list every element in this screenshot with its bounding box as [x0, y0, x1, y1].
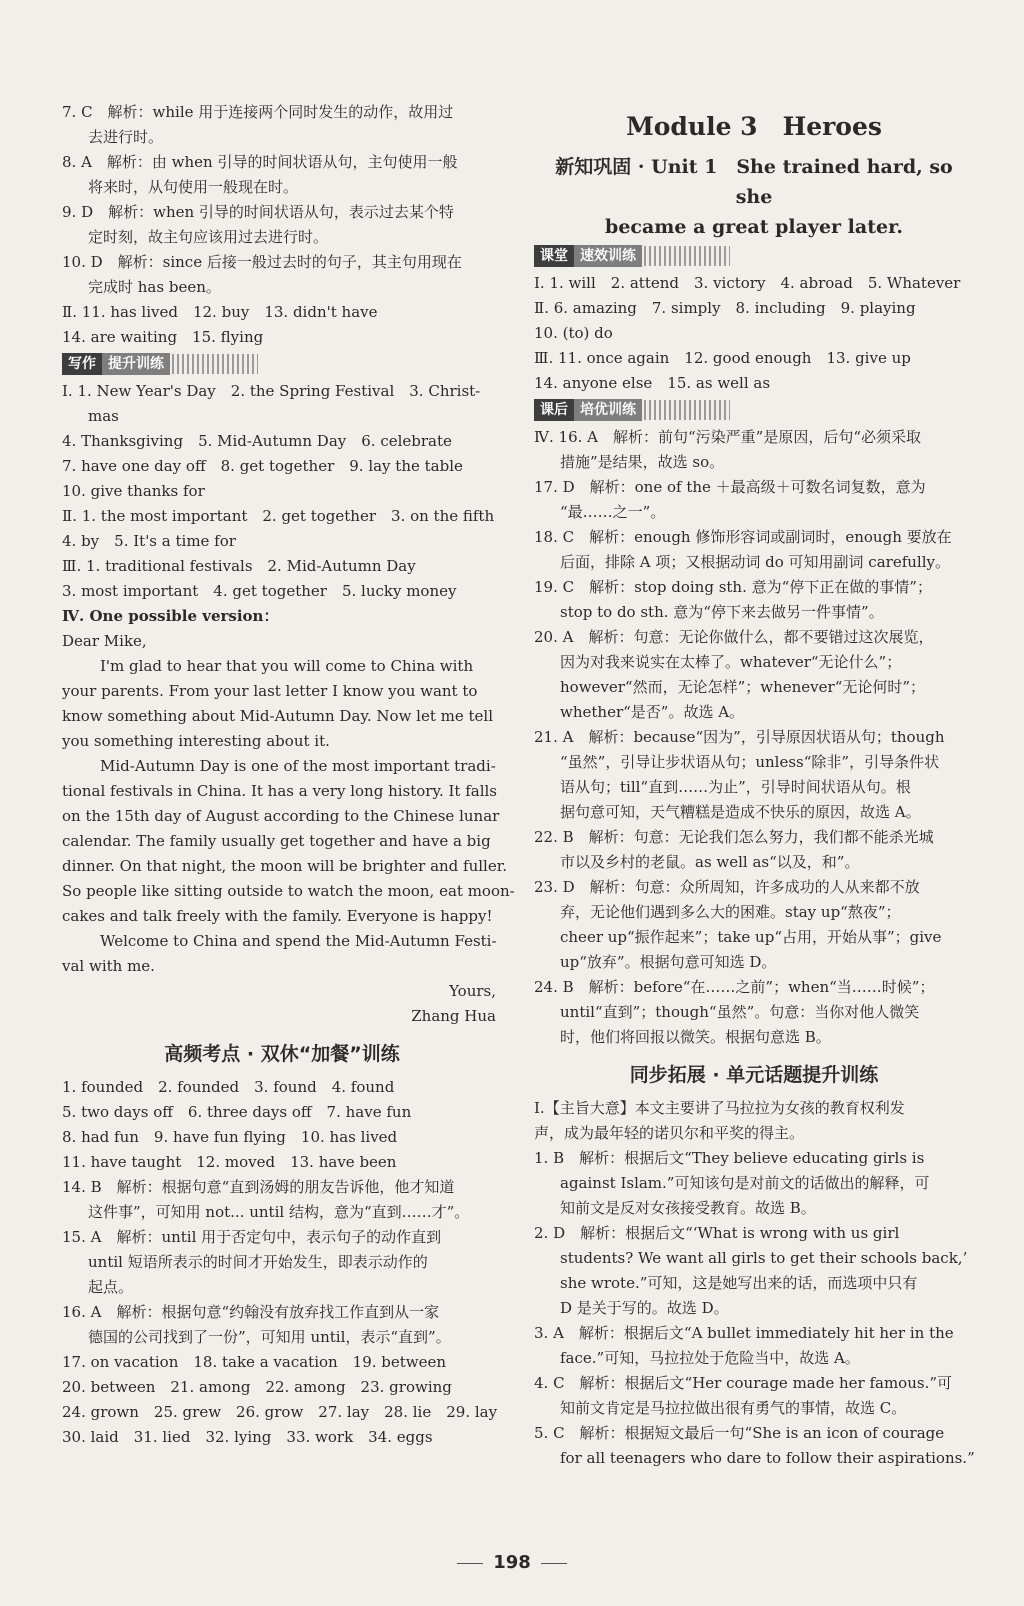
text-line: 24. grown 25. grew 26. grow 27. lay 28. lie 29. lay: [62, 1403, 498, 1421]
answers-block-weekend: [62, 1075, 502, 1450]
text-line: Ⅲ. 11. once again 12. good enough 13. give up: [534, 349, 911, 367]
banner-sublabel: 培优训练: [574, 399, 642, 421]
section-title-topic: 同步拓展 · 单元话题提升训练: [629, 1064, 879, 1086]
text-line: Welcome to China and spend the Mid-Autumn Festi-: [100, 932, 497, 950]
unit-title-line-2: became a great player later.: [605, 216, 903, 238]
text-line: 14. are waiting 15. flying: [62, 328, 264, 346]
text-line: Ⅲ. 1. traditional festivals 2. Mid-Autumn Day: [62, 557, 416, 575]
text-line: 2. D 解析：根据后文“‘What is wrong with us girl: [534, 1224, 900, 1242]
page-number: 198: [493, 1552, 531, 1573]
unit-title-line-1: 新知巩固 · Unit 1 She trained hard, so she: [555, 156, 953, 208]
text-line: 市以及乡村的老鼠。as well as“以及，和”。: [560, 853, 860, 871]
footer-dash-right: [541, 1563, 567, 1564]
text-line: Ⅰ. 1. New Year's Day 2. the Spring Festival 3. Christ-: [62, 382, 481, 400]
text-line: 这件事”，可知用 not... until 结构，意为“直到……才”。: [88, 1203, 470, 1221]
text-line: 10. D 解析：since 后接一般过去时的句子，其主句用现在: [62, 253, 462, 271]
text-line: 后面，排除 A 项；又根据动词 do 可知用副词 carefully。: [560, 553, 950, 571]
text-line: 21. A 解析：because“因为”，引导原因状语从句；though: [534, 728, 945, 746]
text-line: know something about Mid-Autumn Day. Now let me tell: [62, 707, 494, 725]
right-column: [534, 100, 974, 1471]
text-line: cakes and talk freely with the family. Everyone is happy!: [62, 907, 493, 925]
text-line: 20. A 解析：句意：无论你做什么，都不要错过这次展览，: [534, 628, 934, 646]
text-line: 措施”是结果，故选 so。: [560, 453, 725, 471]
text-line: 30. laid 31. lied 32. lying 33. work 34. eggs: [62, 1428, 433, 1446]
text-line: 18. C 解析：enough 修饰形容词或副词时，enough 要放在: [534, 528, 952, 546]
answers-block-grammar: [62, 100, 502, 350]
text-line: Ⅱ. 11. has lived 12. buy 13. didn't have: [62, 303, 378, 321]
answers-block-writing: [62, 379, 502, 604]
text-line: 1. founded 2. founded 3. found 4. found: [62, 1078, 395, 1096]
text-line: 完成时 has been。: [88, 278, 221, 296]
text-line: So people like sitting outside to watch the moon, eat moon-: [62, 882, 515, 900]
text-line: 语从句；till“直到……为止”，引导时间状语从句。根: [560, 778, 911, 796]
left-column: [62, 100, 515, 1450]
text-line: until 短语所表示的时间才开始发生，即表示动作的: [88, 1253, 428, 1271]
section-banner-classroom: [534, 244, 974, 268]
text-line: 11. have taught 12. moved 13. have been: [62, 1153, 397, 1171]
text-line: Ⅱ. 6. amazing 7. simply 8. including 9. playing: [534, 299, 916, 317]
text-line: 14. anyone else 15. as well as: [534, 374, 771, 392]
letter-signature: Zhang Hua: [411, 1007, 496, 1025]
text-line: 据句意可知，天气糟糕是造成不快乐的原因，故选 A。: [560, 803, 921, 821]
text-line: I'm glad to hear that you will come to China with: [100, 657, 474, 675]
text-line: 19. C 解析：stop doing sth. 意为“停下正在做的事情”；: [534, 578, 932, 596]
text-line: 20. between 21. among 22. among 23. growing: [62, 1378, 452, 1396]
text-line: 声，成为最年轻的诺贝尔和平奖的得主。: [534, 1124, 805, 1142]
text-line: “虽然”，引导让步状语从句；unless“除非”，引导条件状: [560, 753, 940, 771]
banner-label: 课后: [534, 399, 574, 421]
answers-block-topic: [534, 1096, 974, 1471]
footer-dash-left: [457, 1563, 483, 1564]
text-line: 10. give thanks for: [62, 482, 205, 500]
text-line: 23. D 解析：句意：众所周知，许多成功的人从来都不放: [534, 878, 920, 896]
text-line: 知前文肯定是马拉拉做出很有勇气的事情，故选 C。: [560, 1399, 907, 1417]
text-line: 22. B 解析：句意：无论我们怎么努力，我们都不能杀光城: [534, 828, 934, 846]
banner-stripe: [644, 246, 730, 266]
text-line: 4. Thanksgiving 5. Mid-Autumn Day 6. celebrate: [62, 432, 452, 450]
text-line: dinner. On that night, the moon will be brighter and fuller.: [62, 857, 508, 875]
text-line: calendar. The family usually get together and have a big: [62, 832, 491, 850]
text-line: 德国的公司找到了一份”，可知用 until，表示“直到”。: [88, 1328, 451, 1346]
answers-block-after-class: [534, 425, 974, 1050]
text-line: 10. (to) do: [534, 324, 613, 342]
text-line: tional festivals in China. It has a very long history. It falls: [62, 782, 497, 800]
text-line: 9. D 解析：when 引导的时间状语从句，表示过去某个特: [62, 203, 454, 221]
text-line: 1. B 解析：根据后文“They believe educating girls is: [534, 1149, 925, 1167]
text-line: “最……之一”。: [560, 503, 666, 521]
text-line: 7. C 解析：while 用于连接两个同时发生的动作，故用过: [62, 103, 454, 121]
text-line: face.”可知，马拉拉处于危险当中，故选 A。: [560, 1349, 860, 1367]
text-line: 14. B 解析：根据句意“直到汤姆的朋友告诉他，他才知道: [62, 1178, 455, 1196]
text-line: 3. A 解析：根据后文“A bullet immediately hit her in the: [534, 1324, 954, 1342]
text-line: 24. B 解析：before“在……之前”；when“当……时候”；: [534, 978, 935, 996]
text-line: until“直到”；though“虽然”。句意：当你对他人微笑: [560, 1003, 920, 1021]
text-line: students? We want all girls to get their schools back,’: [560, 1249, 968, 1267]
text-line: stop to do sth. 意为“停下来去做另一件事情”。: [560, 603, 884, 621]
text-line: you something interesting about it.: [62, 732, 330, 750]
text-line: 17. on vacation 18. take a vacation 19. between: [62, 1353, 447, 1371]
text-line: 起点。: [88, 1278, 134, 1296]
text-line: on the 15th day of August according to the Chinese lunar: [62, 807, 500, 825]
text-line: whether“是否”。故选 A。: [560, 703, 745, 721]
text-line: 去进行时。: [88, 128, 164, 146]
text-line: 时，他们将回报以微笑。根据句意选 B。: [560, 1028, 831, 1046]
text-line: mas: [88, 407, 119, 425]
text-line: val with me.: [62, 957, 155, 975]
text-line: 17. D 解析：one of the ＋最高级＋可数名词复数，意为: [534, 478, 926, 496]
text-line: 5. C 解析：根据短文最后一句“She is an icon of courage: [534, 1424, 945, 1442]
text-line: Ⅱ. 1. the most important 2. get together 3. on the fifth: [62, 507, 495, 525]
banner-label: 课堂: [534, 245, 574, 267]
text-line: for all teenagers who dare to follow their aspirations.”: [560, 1449, 975, 1467]
answers-block-classroom: [534, 271, 974, 396]
text-line: D 是关于写的。故选 D。: [560, 1299, 729, 1317]
text-line: Ⅰ. 1. will 2. attend 3. victory 4. abroad 5. Whatever: [534, 274, 961, 292]
text-line: 15. A 解析：until 用于否定句中，表示句子的动作直到: [62, 1228, 442, 1246]
text-line: 8. A 解析：由 when 引导的时间状语从句，主句使用一般: [62, 153, 458, 171]
text-line: she wrote.”可知，这是她写出来的话，而选项中只有: [560, 1274, 918, 1292]
text-line: 将来时，从句使用一般现在时。: [88, 178, 299, 196]
text-line: cheer up“振作起来”；take up“占用，开始从事”；give: [560, 928, 942, 946]
section-banner-writing: [62, 352, 502, 376]
text-line: 知前文是反对女孩接受教育。故选 B。: [560, 1199, 816, 1217]
text-line: 7. have one day off 8. get together 9. lay the table: [62, 457, 463, 475]
letter-salutation: Dear Mike,: [62, 632, 147, 650]
banner-sublabel: 速效训练: [574, 245, 642, 267]
banner-stripe: [172, 354, 258, 374]
text-line: your parents. From your last letter I know you want to: [62, 682, 478, 700]
page-number-footer: [0, 1552, 1024, 1573]
text-line: however“然而，无论怎样”；whenever“无论何时”；: [560, 678, 926, 696]
version-label: Ⅳ. One possible version：: [62, 607, 279, 625]
banner-sublabel: 提升训练: [102, 353, 170, 375]
text-line: 8. had fun 9. have fun flying 10. has lived: [62, 1128, 398, 1146]
banner-stripe: [644, 400, 730, 420]
text-line: 16. A 解析：根据句意“约翰没有放弃找工作直到从一家: [62, 1303, 440, 1321]
text-line: 5. two days off 6. three days off 7. have fun: [62, 1103, 412, 1121]
banner-label: 写作: [62, 353, 102, 375]
section-banner-after-class: [534, 398, 974, 422]
text-line: Mid-Autumn Day is one of the most important tradi-: [100, 757, 496, 775]
letter-body: [62, 654, 515, 979]
text-line: 4. C 解析：根据后文“Her courage made her famous.”可: [534, 1374, 953, 1392]
text-line: 3. most important 4. get together 5. lucky money: [62, 582, 457, 600]
text-line: up“放弃”。根据句意可知选 D。: [560, 953, 777, 971]
text-line: Ⅰ.【主旨大意】本文主要讲了马拉拉为女孩的教育权利发: [534, 1099, 905, 1117]
module-title: Module 3 Heroes: [626, 112, 882, 141]
section-title-weekend: 高频考点 · 双休“加餐”训练: [164, 1043, 400, 1065]
letter-closing: Yours,: [449, 982, 496, 1000]
text-line: 弃，无论他们遇到多么大的困难。stay up“熬夜”；: [560, 903, 901, 921]
text-line: 因为对我来说实在太棒了。whatever“无论什么”；: [560, 653, 902, 671]
text-line: 4. by 5. It's a time for: [62, 532, 236, 550]
text-line: Ⅳ. 16. A 解析：前句“污染严重”是原因，后句“必须采取: [534, 428, 921, 446]
text-line: 定时刻，故主句应该用过去进行时。: [88, 228, 329, 246]
text-line: against Islam.”可知该句是对前文的话做出的解释，可: [560, 1174, 930, 1192]
